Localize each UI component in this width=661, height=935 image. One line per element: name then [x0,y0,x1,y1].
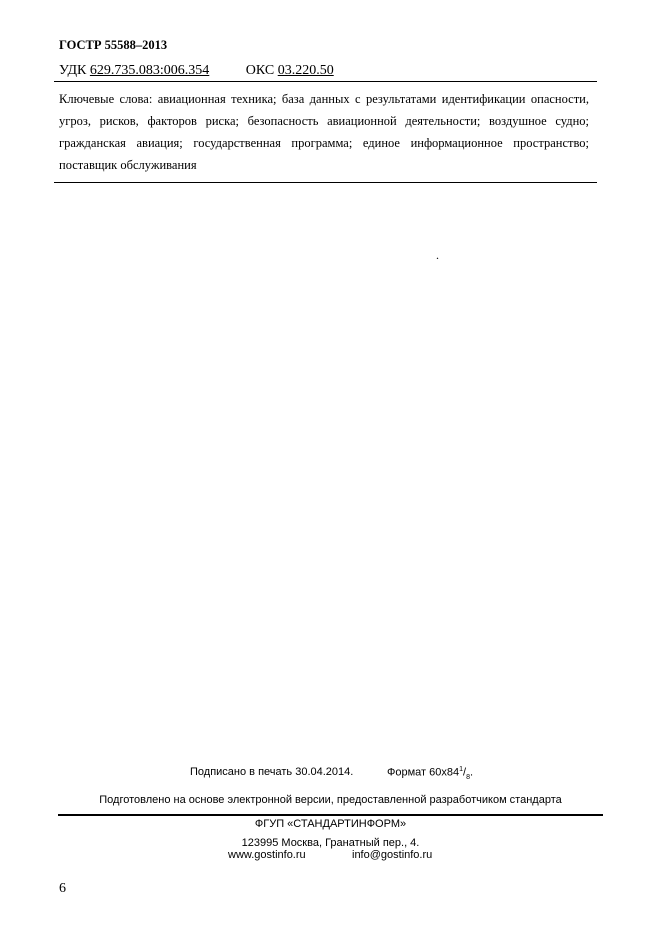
okc-label: ОКС [245,63,275,78]
email-link[interactable]: info@gostinfo.ru [352,849,433,861]
okc-value: 03.220.50 [277,63,334,78]
footer-divider [58,814,603,816]
website-link[interactable]: www.gostinfo.ru [228,849,306,861]
udk-value: 629.735.083:006.354 [89,63,210,78]
stray-mark: . [436,248,439,262]
format-denominator: 8 [466,773,470,781]
publisher-address: 123995 Москва, Гранатный пер., 4. [241,837,420,849]
publisher-name: ФГУП «СТАНДАРТИНФОРМ» [254,818,407,830]
classification-line [59,63,334,79]
page-number: 6 [59,881,66,896]
standard-header: ГОСТР 55588–2013 [59,38,168,52]
format-prefix: Формат 60x84 [387,766,460,779]
udk-label: УДК [59,63,87,78]
format-numerator: 1 [459,766,464,773]
paper-format: Формат $60x84^1/_8$. [387,766,474,781]
keywords-divider [54,182,597,183]
keywords-paragraph: Ключевые слова: авиационная техника; база данных с результатами идентификации опасности, угроз, рисков, факторов риска; безопасность авиационной деятельности; воздушное судно; гражданская авиация; государственная программа; единое информационное пространство; поставщик обслуживания [59,92,589,172]
signed-date: Подписано в печать 30.04.2014. [190,766,354,778]
prepared-note: Подготовлено на основе электронной версии, предоставленной разработчиком стандарта [99,794,562,806]
format-suffix: . [469,766,474,779]
top-divider [54,81,597,82]
